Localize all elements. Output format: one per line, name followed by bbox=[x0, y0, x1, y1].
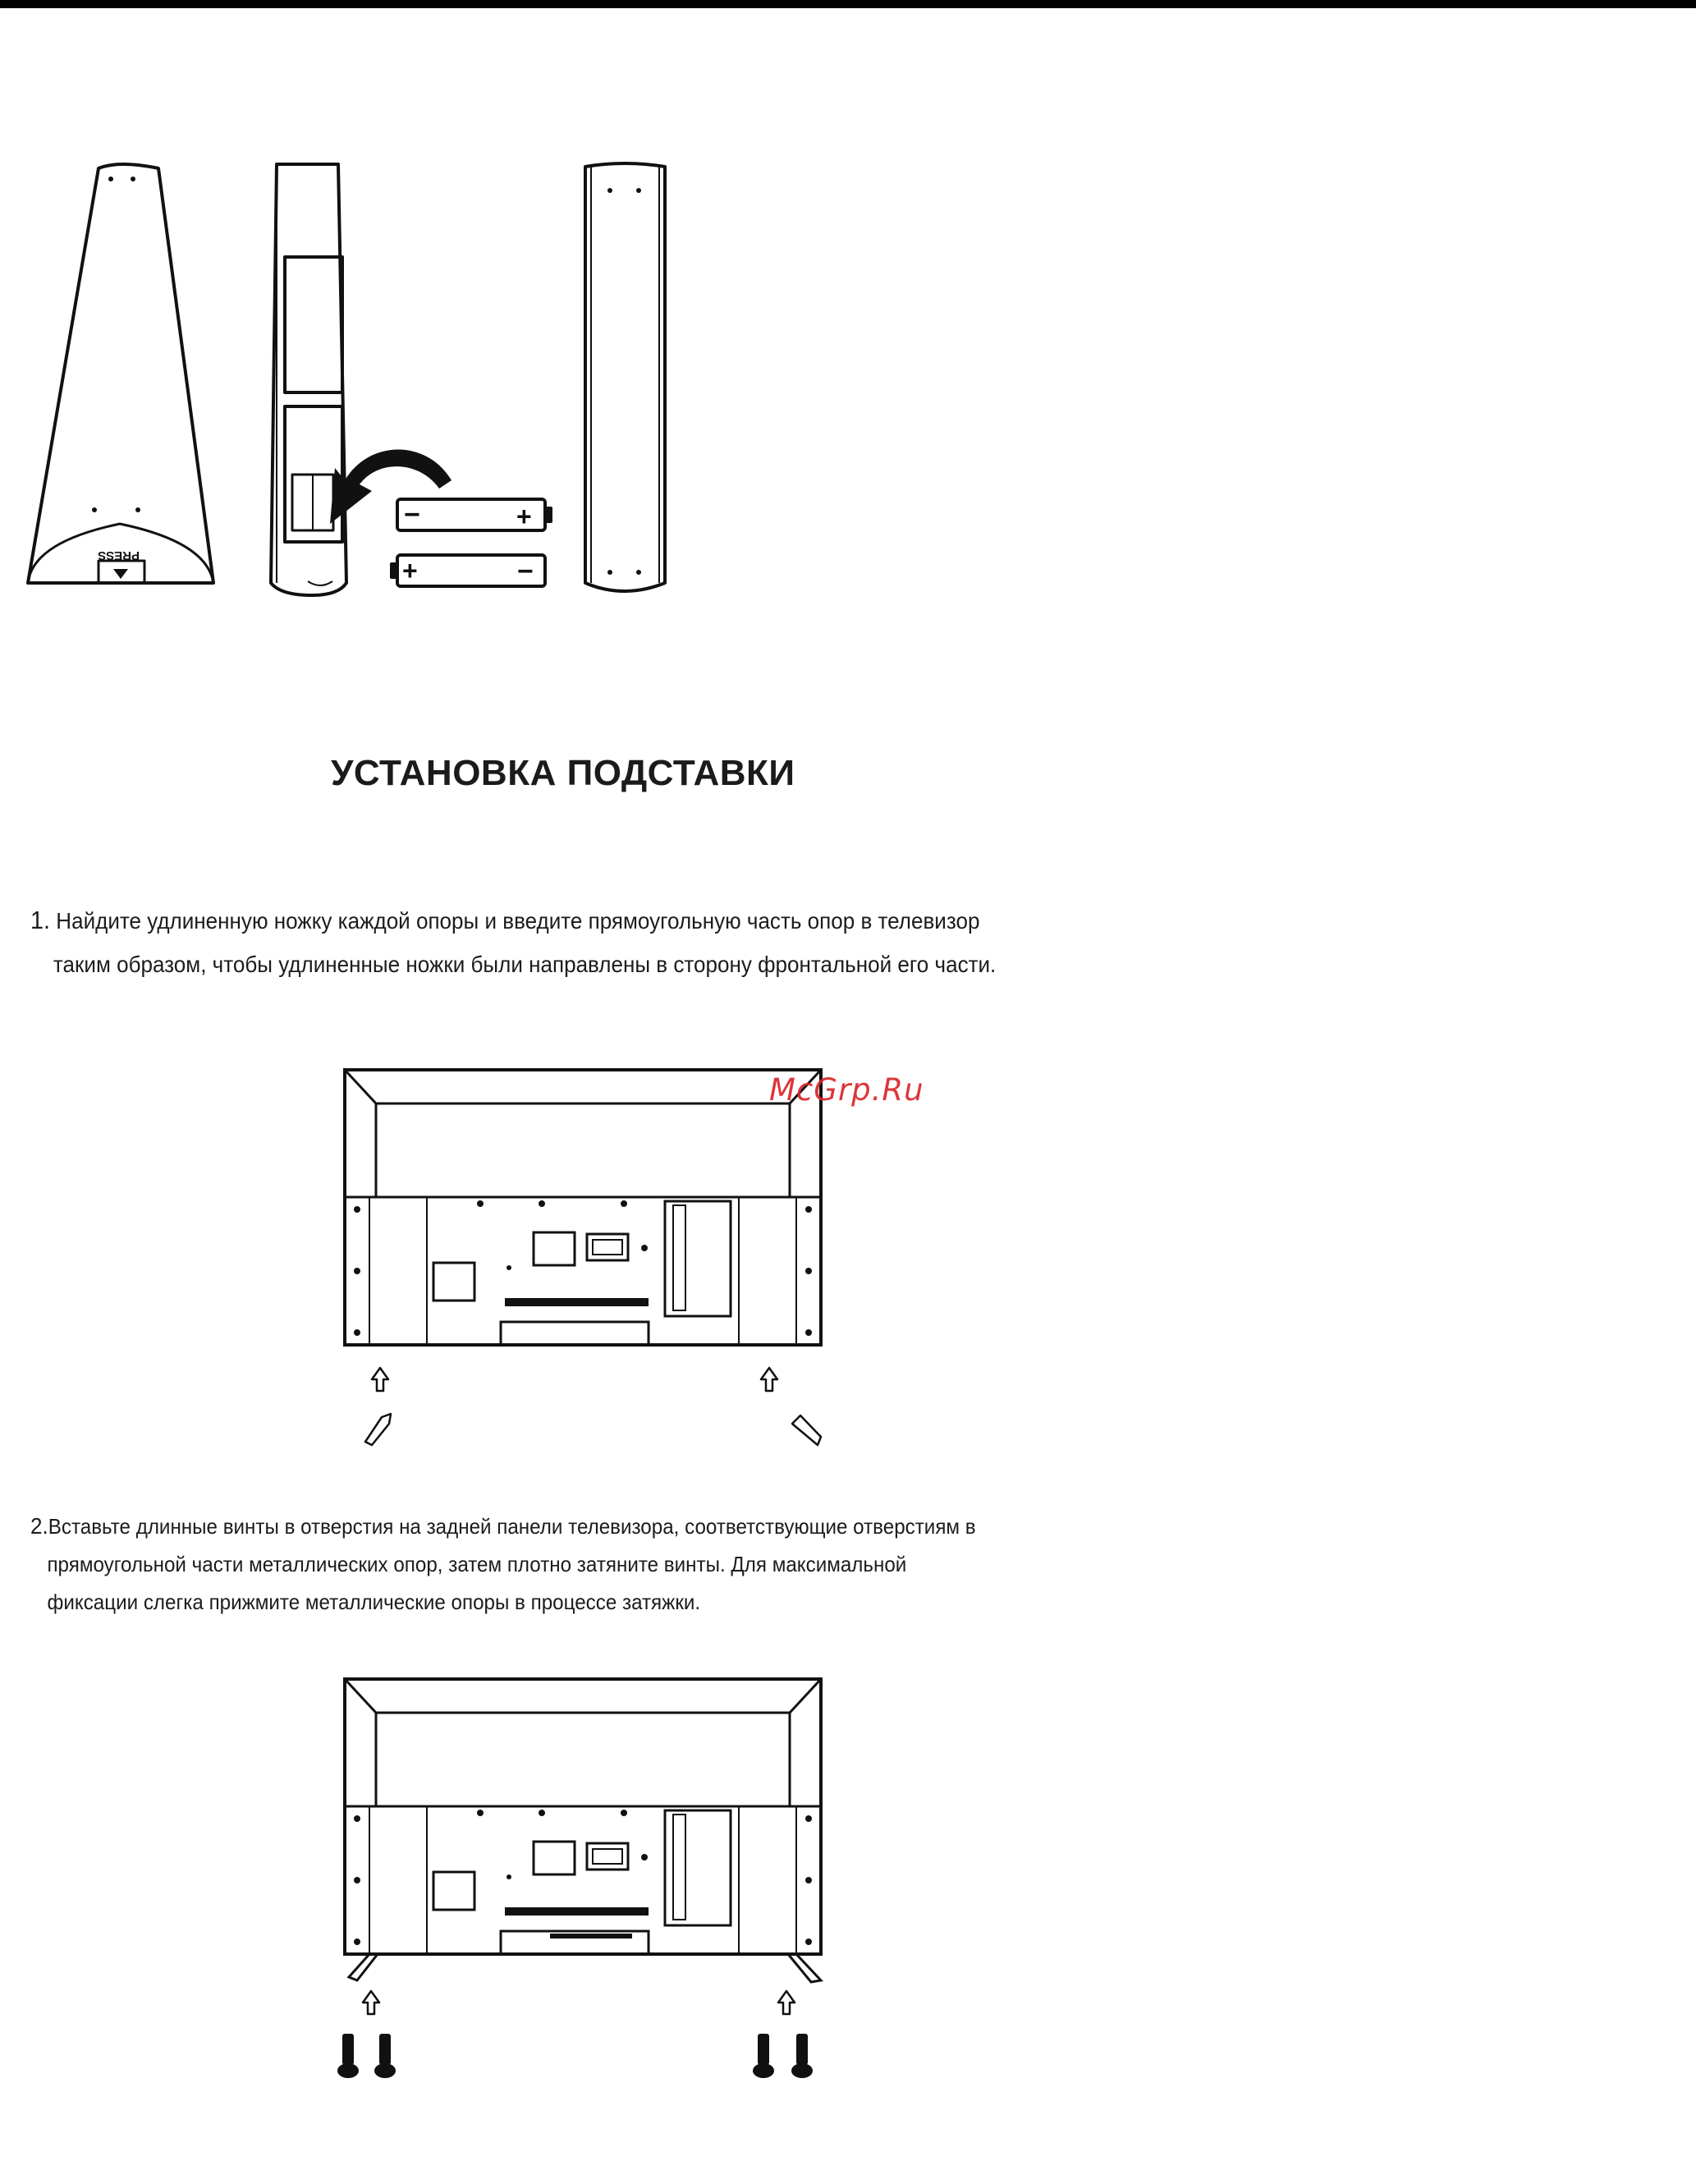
step-2-text bbox=[30, 1507, 976, 1621]
step-1-text bbox=[30, 898, 996, 986]
step-2-line-2: прямоугольной части металлических опор, затем плотно затяните винты. Для максимальной bbox=[47, 1552, 907, 1576]
step-2-number: 2. bbox=[30, 1513, 48, 1539]
tv-figure-step-1 bbox=[337, 1066, 829, 1448]
step-2-line-1: 2.Вставьте длинные винты в отверстия на задней панели телевизора, соответствующие отверстиям в bbox=[30, 1513, 976, 1539]
battery-minus-1: − bbox=[404, 499, 420, 530]
tv-back-illustration-1 bbox=[337, 1066, 829, 1448]
step-1-line-1: 1. Найдите удлиненную ножку каждой опоры и введите прямоугольную часть опор в телевизор bbox=[30, 906, 980, 934]
remote-battery-figure bbox=[16, 156, 722, 616]
press-label: PRESS bbox=[98, 548, 140, 562]
top-border-bar bbox=[0, 0, 1696, 8]
screws bbox=[337, 2034, 813, 2078]
tv-back-illustration-2 bbox=[337, 1675, 829, 2094]
battery-plus-2: + bbox=[402, 556, 418, 585]
battery-plus-1: + bbox=[516, 502, 532, 531]
remote-battery-illustration bbox=[16, 156, 722, 616]
step-1-number: 1. bbox=[30, 906, 51, 934]
step-2-line-3: фиксации слегка прижмите металлические опоры в процессе затяжки. bbox=[47, 1590, 701, 1614]
battery-minus-2: − bbox=[517, 556, 534, 587]
step-1-line-2: таким образом, чтобы удлиненные ножки были направлены в сторону фронтальной его части. bbox=[53, 952, 997, 977]
tv-figure-step-2 bbox=[337, 1675, 829, 2094]
section-heading: УСТАНОВКА ПОДСТАВКИ bbox=[331, 753, 795, 793]
watermark: McGrp.Ru bbox=[769, 1072, 924, 1108]
